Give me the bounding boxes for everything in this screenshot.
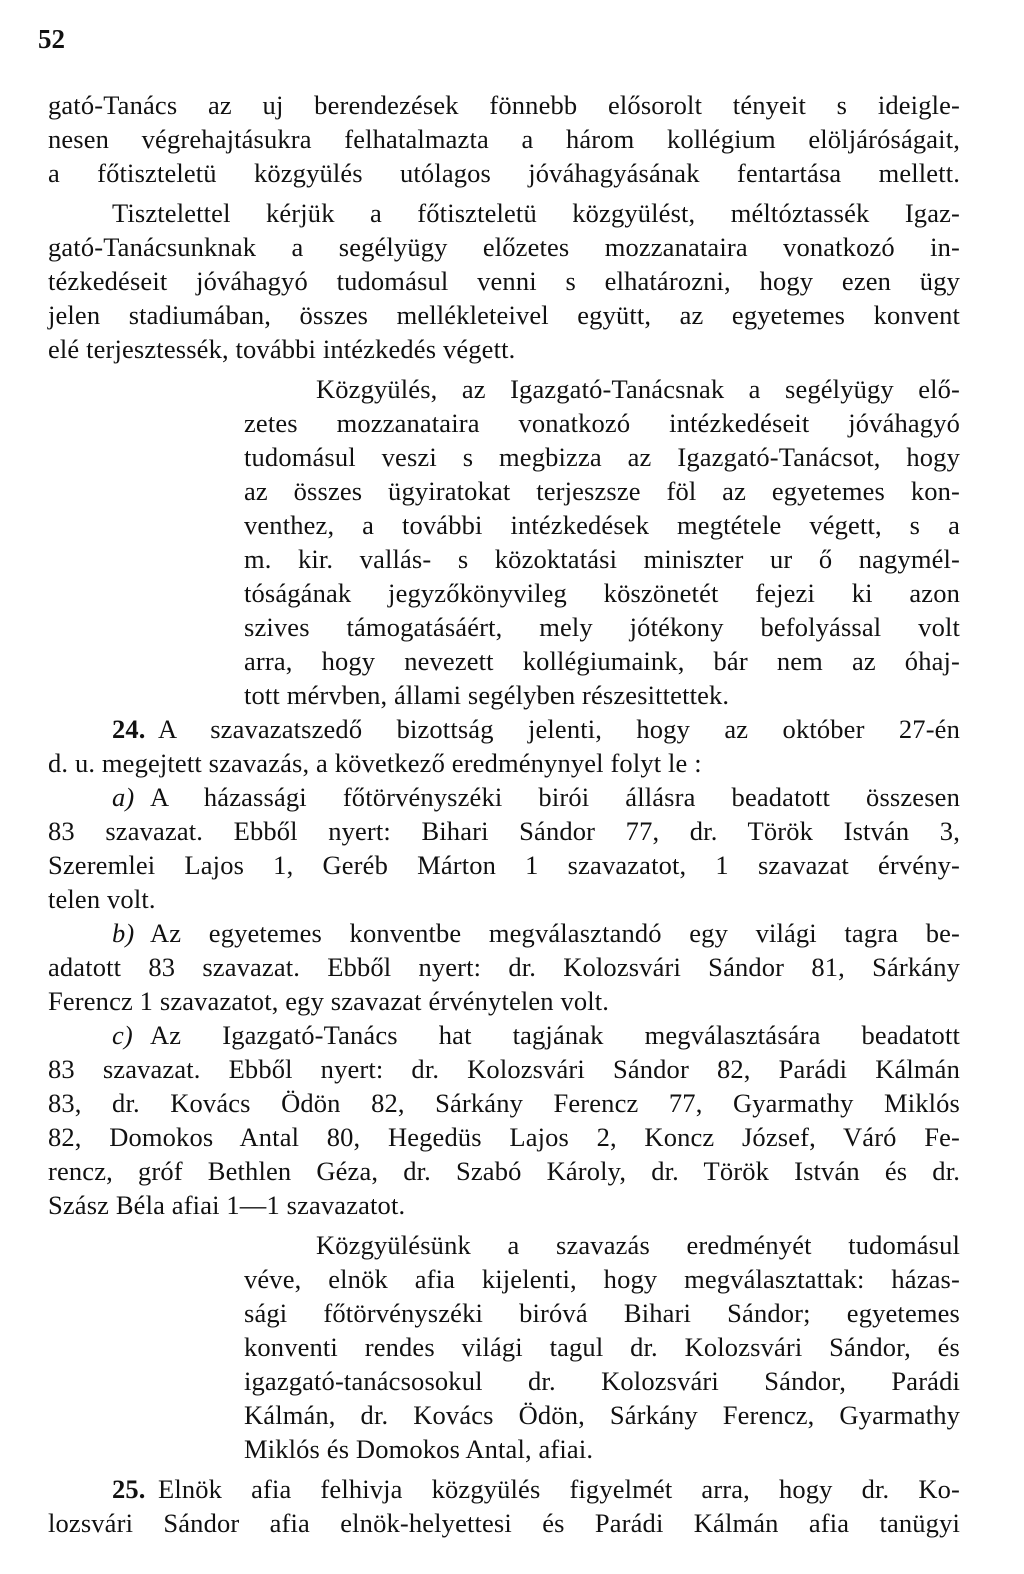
section-number: 25. [112, 1474, 146, 1504]
section-number: 24. [112, 714, 146, 744]
item-line: 83 szavazat. Ebből nyert: dr. Kolozsvári Sándor 82, Parádi Kálmán [48, 1054, 960, 1084]
item-line: Az Igazgató-Tanács hat tagjának megválasztására beadatott [150, 1020, 960, 1050]
resolution-line: Közgyülés, az Igazgató-Tanácsnak a segélyügy elő- [316, 374, 960, 404]
item-line: telen volt. [48, 884, 156, 914]
resolution-line: zetes mozzanataira vonatkozó intézkedéseit jóváhagyó [244, 408, 960, 438]
item-label-b: b) [112, 918, 135, 948]
item-line: Az egyetemes konventbe megválasztandó egy világi tagra be- [150, 918, 960, 948]
section-line: A szavazatszedő bizottság jelenti, hogy az október 27-én [158, 714, 960, 744]
text-line: gató-Tanács az uj berendezések fönnebb elősorolt tényeit s ideigle- [48, 90, 960, 120]
resolution-line: tóságának jegyzőkönyvileg köszönetét fejezi ki azon [244, 578, 960, 608]
resolution-line: venthez, a további intézkedések megtétele végett, s a [244, 510, 960, 540]
item-line: Szeremlei Lajos 1, Geréb Márton 1 szavazatot, 1 szavazat érvény- [48, 850, 960, 880]
item-line: Ferencz 1 szavazatot, egy szavazat érvénytelen volt. [48, 986, 610, 1016]
resolution-line: véve, elnök afia kijelenti, hogy megválasztattak: házas- [244, 1264, 960, 1294]
text-line: a főtiszteletü közgyülés utólagos jóváhagyásának fentartása mellett. [48, 158, 960, 188]
resolution-line: Miklós és Domokos Antal, afiai. [244, 1434, 594, 1464]
resolution-line: Kálmán, dr. Kovács Ödön, Sárkány Ferencz, Gyarmathy [244, 1400, 960, 1430]
item-line: A házassági főtörvényszéki birói állásra beadatott összesen [150, 782, 960, 812]
section-line: lozsvári Sándor afia elnök-helyettesi és Parádi Kálmán afia tanügyi [48, 1508, 960, 1538]
resolution-line: szives támogatásáért, mely jótékony befolyással volt [244, 612, 960, 642]
page-number: 52 [38, 24, 65, 54]
item-line: 83, dr. Kovács Ödön 82, Sárkány Ferencz 77, Gyarmathy Miklós [48, 1088, 960, 1118]
resolution-line: sági főtörvényszéki biróvá Bihari Sándor; egyetemes [244, 1298, 960, 1328]
resolution-line: tott mérvben, állami segélyben részesittettek. [244, 680, 730, 710]
resolution-line: konventi rendes világi tagul dr. Kolozsvári Sándor, és [244, 1332, 960, 1362]
text-line: nesen végrehajtásukra felhatalmazta a három kollégium elöljáróságait, [48, 124, 960, 154]
item-line: 83 szavazat. Ebből nyert: Bihari Sándor 77, dr. Török István 3, [48, 816, 960, 846]
resolution-line: igazgató-tanácsosokul dr. Kolozsvári Sándor, Parádi [244, 1366, 960, 1396]
item-line: rencz, gróf Bethlen Géza, dr. Szabó Károly, dr. Török István és dr. [48, 1156, 960, 1186]
resolution-line: arra, hogy nevezett kollégiumaink, bár nem az óhaj- [244, 646, 960, 676]
text-line: Tisztelettel kérjük a főtiszteletü közgyülést, méltóztassék Igaz- [112, 198, 960, 228]
section-line: Elnök afia felhivja közgyülés figyelmét arra, hogy dr. Ko- [158, 1474, 960, 1504]
resolution-line: m. kir. vallás- s közoktatási miniszter ur ő nagymél- [244, 544, 960, 574]
item-label-c: c) [112, 1020, 133, 1050]
item-line: adatott 83 szavazat. Ebből nyert: dr. Kolozsvári Sándor 81, Sárkány [48, 952, 960, 982]
text-line: jelen stadiumában, összes mellékleteivel együtt, az egyetemes konvent [48, 300, 960, 330]
item-label-a: a) [112, 782, 135, 812]
item-line: 82, Domokos Antal 80, Hegedüs Lajos 2, Koncz József, Váró Fe- [48, 1122, 960, 1152]
text-line: tézkedéseit jóváhagyó tudomásul venni s elhatározni, hogy ezen ügy [48, 266, 960, 296]
text-line: gató-Tanácsunknak a segélyügy előzetes mozzanataira vonatkozó in- [48, 232, 960, 262]
resolution-line: az összes ügyiratokat terjeszsze föl az egyetemes kon- [244, 476, 960, 506]
resolution-line: Közgyülésünk a szavazás eredményét tudomásul [316, 1230, 960, 1260]
text-line: elé terjesztessék, további intézkedés végett. [48, 334, 516, 364]
section-line: d. u. megejtett szavazás, a következő eredménynyel folyt le : [48, 748, 702, 778]
item-line: Szász Béla afiai 1—1 szavazatot. [48, 1190, 406, 1220]
resolution-line: tudomásul veszi s megbizza az Igazgató-Tanácsot, hogy [244, 442, 960, 472]
